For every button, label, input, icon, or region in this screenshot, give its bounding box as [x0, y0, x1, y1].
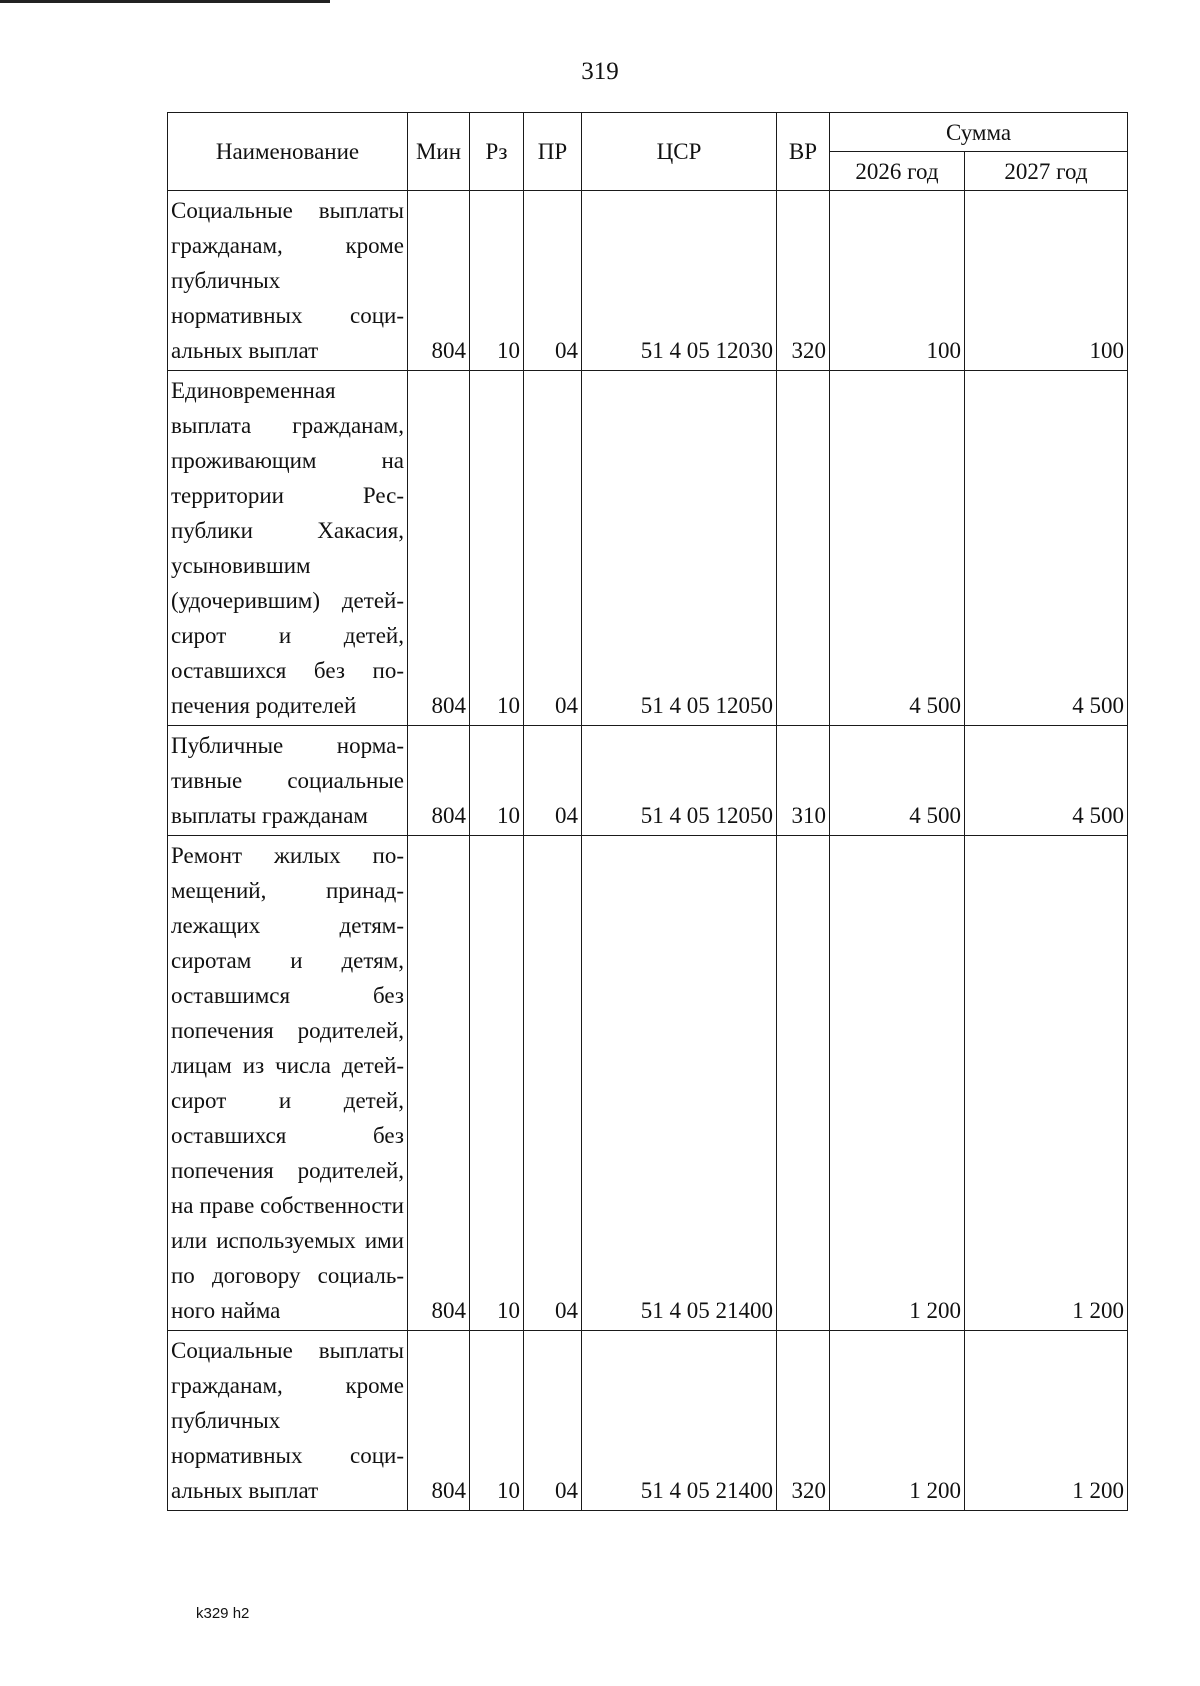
cell-sum-2026: 1 200	[830, 836, 965, 1331]
cell-rz: 10	[470, 191, 524, 371]
cell-csr: 51 4 05 12030	[582, 191, 777, 371]
cell-vr: 320	[777, 191, 830, 371]
cell-csr: 51 4 05 21400	[582, 1331, 777, 1511]
top-rule	[0, 0, 330, 3]
cell-name: Единовременная выплата гражданам, проживающим на территории Республики Хакасия, усыновившим (удочерившим) детей-сирот и детей, оставшихся без попечения родителей	[168, 371, 408, 726]
header-name: Наименование	[168, 113, 408, 191]
cell-rz: 10	[470, 836, 524, 1331]
header-rz: Рз	[470, 113, 524, 191]
cell-name: Социальные выплаты гражданам, кроме публичных нормативных социальных выплат	[168, 191, 408, 371]
cell-min: 804	[408, 191, 470, 371]
table-row	[168, 191, 1128, 371]
cell-vr	[777, 371, 830, 726]
cell-sum-2026: 4 500	[830, 726, 965, 836]
table-row	[168, 1331, 1128, 1511]
cell-min: 804	[408, 836, 470, 1331]
cell-sum-2027: 4 500	[965, 726, 1128, 836]
cell-sum-2027: 1 200	[965, 1331, 1128, 1511]
table-row	[168, 726, 1128, 836]
table-row	[168, 836, 1128, 1331]
cell-pr: 04	[524, 371, 582, 726]
table-row	[168, 371, 1128, 726]
cell-sum-2026: 1 200	[830, 1331, 965, 1511]
page-number: 319	[581, 58, 619, 85]
cell-pr: 04	[524, 836, 582, 1331]
cell-sum-2027: 100	[965, 191, 1128, 371]
cell-vr	[777, 836, 830, 1331]
cell-min: 804	[408, 1331, 470, 1511]
cell-rz: 10	[470, 1331, 524, 1511]
header-sum: Сумма	[830, 113, 1128, 152]
cell-vr: 320	[777, 1331, 830, 1511]
header-min: Мин	[408, 113, 470, 191]
cell-name: Социальные выплаты гражданам, кроме публичных нормативных социальных выплат	[168, 1331, 408, 1511]
header-year-2026: 2026 год	[830, 152, 965, 191]
cell-sum-2027: 1 200	[965, 836, 1128, 1331]
cell-name: Ремонт жилых помещений, принадлежащих детям-сиротам и детям, оставшимся без попечения родителей, лицам из числа детей-сирот и детей, оставшихся без попечения родителей, на праве собственности или используемых ими по договору социального найма	[168, 836, 408, 1331]
cell-vr: 310	[777, 726, 830, 836]
cell-csr: 51 4 05 12050	[582, 726, 777, 836]
cell-pr: 04	[524, 1331, 582, 1511]
footer-code: k329 h2	[196, 1605, 250, 1622]
table-body	[168, 191, 1128, 1511]
budget-table	[167, 112, 1128, 1511]
header-pr: ПР	[524, 113, 582, 191]
cell-min: 804	[408, 371, 470, 726]
cell-pr: 04	[524, 191, 582, 371]
cell-sum-2027: 4 500	[965, 371, 1128, 726]
cell-pr: 04	[524, 726, 582, 836]
header-year-2027: 2027 год	[965, 152, 1128, 191]
cell-csr: 51 4 05 21400	[582, 836, 777, 1331]
cell-rz: 10	[470, 371, 524, 726]
cell-sum-2026: 100	[830, 191, 965, 371]
header-csr: ЦСР	[582, 113, 777, 191]
cell-min: 804	[408, 726, 470, 836]
header-vr: ВР	[777, 113, 830, 191]
header-row	[168, 113, 1128, 152]
cell-csr: 51 4 05 12050	[582, 371, 777, 726]
cell-name: Публичные нормативные социальные выплаты гражданам	[168, 726, 408, 836]
cell-rz: 10	[470, 726, 524, 836]
cell-sum-2026: 4 500	[830, 371, 965, 726]
